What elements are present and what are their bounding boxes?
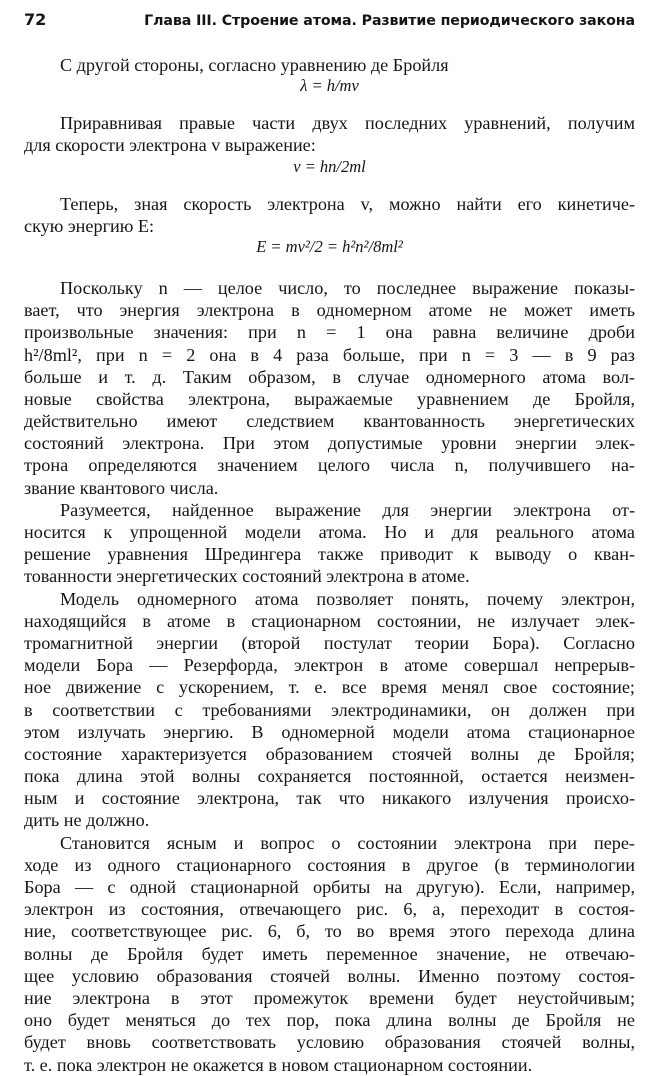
formula-velocity: v = hn/2ml: [293, 156, 366, 176]
text-line: Теперь, зная скорость электрона v, можно найти его кинетиче-: [60, 193, 635, 214]
text-line: тромагнитной энергии (второй постулат теории Бора). Согласно: [24, 632, 635, 653]
text-line: ходе из одного стационарного состояния в другое (в терминологии: [24, 854, 635, 875]
text-line: вает, что энергия электрона в одномерном атоме не может иметь: [24, 300, 635, 321]
text-line: звание квантового числа.: [24, 477, 219, 498]
text-line: состояние характеризуется образованием стоячей волны де Бройля;: [24, 743, 635, 764]
text-line: действительно имеют следствием квантованность энергетических: [24, 411, 635, 432]
text-line: новые свойства электрона, выражаемые уравнением де Бройля,: [24, 388, 635, 409]
text-line: ным и состояние электрона, так что никакого излучения происхо-: [24, 788, 635, 809]
text-line: решение уравнения Шредингера также приводит к выводу о кван-: [24, 544, 635, 565]
text-line: С другой стороны, согласно уравнению де Бройля: [60, 55, 449, 75]
text-line: модели Бора — Резерфорда, электрон в атоме совершал непрерыв-: [24, 655, 635, 676]
text-line: произвольные значения: при n = 1 она равна величине дроби: [24, 322, 635, 343]
text-line: состояний электрона. При этом допустимые уровни энергии элек-: [24, 433, 635, 454]
text-line: носится к упрощенной модели атома. Но и для реального атома: [24, 522, 635, 542]
text-line: ние, соответствующее рис. 6, б, то во время этого перехода длина: [24, 921, 635, 942]
text-line: Приравнивая правые части двух последних уравнений, получим: [60, 113, 635, 134]
text-line: ное движение с ускорением, т. е. все время менял свое состояние;: [24, 677, 635, 698]
text-line: волны де Бройля будет иметь переменное значение, не отвечаю-: [24, 943, 635, 964]
text-line: находящийся в атоме в стационарном состоянии, не излучает элек-: [24, 610, 635, 631]
text-line: h²/8ml², при n = 2 она в 4 раза больше, при n = 3 — в 9 раз: [24, 344, 635, 365]
text-line: больше и т. д. Таким образом, в случае одномерного атома вол-: [24, 366, 635, 387]
text-line: Поскольку n — целое число, то последнее выражение показы-: [60, 277, 635, 298]
text-line: Становится ясным и вопрос о состоянии электрона при пере-: [60, 832, 635, 853]
text-line: трона определяются значением целого числа n, получившего на-: [24, 455, 635, 476]
text-line: тованности энергетических состояний электрона в атоме.: [24, 566, 470, 587]
text-line: Бора — с одной стационарной орбиты на другую). Если, например,: [24, 877, 635, 897]
text-line: в соответствии с требованиями электродинамики, он должен при: [24, 699, 635, 720]
text-line: Разумеется, найденное выражение для энергии электрона от-: [60, 499, 635, 520]
text-line: оно будет меняться до тех пор, пока длина волны де Бройля не: [24, 1010, 635, 1031]
text-line: будет вновь соответствовать условию образования стоячей волны,: [24, 1032, 635, 1053]
page-header: [24, 10, 635, 34]
formula-de-broglie: λ = h/mv: [300, 76, 359, 96]
text-line: т. е. пока электрон не окажется в новом стационарном состоянии.: [24, 1054, 533, 1075]
text-line: дить не должно.: [24, 810, 150, 831]
text-line: пока длина этой волны сохраняется постоянной, остается неизмен-: [24, 766, 635, 787]
text-line: ние электрона в этот промежуток времени будет неустойчивым;: [24, 987, 635, 1008]
text-line: скую энергию E:: [24, 215, 155, 236]
text-line: электрон из состояния, отвечающего рис. 6, а, переходит в состоя-: [24, 899, 635, 920]
body-text: [24, 34, 635, 1076]
text-line: этом излучать энергию. В одномерной модели атома стационарное: [24, 721, 635, 742]
text-line: щее условию образования стоячей волны. Именно поэтому состоя-: [24, 965, 635, 986]
page-number: 72: [24, 10, 47, 29]
text-line: Модель одномерного атома позволяет понять, почему электрон,: [60, 588, 635, 609]
running-title: Глава III. Строение атома. Развитие периодического закона: [144, 13, 635, 29]
text-line: для скорости электрона v выражение:: [24, 135, 316, 156]
formula-energy: E = mv²/2 = h²n²/8ml²: [256, 236, 403, 256]
